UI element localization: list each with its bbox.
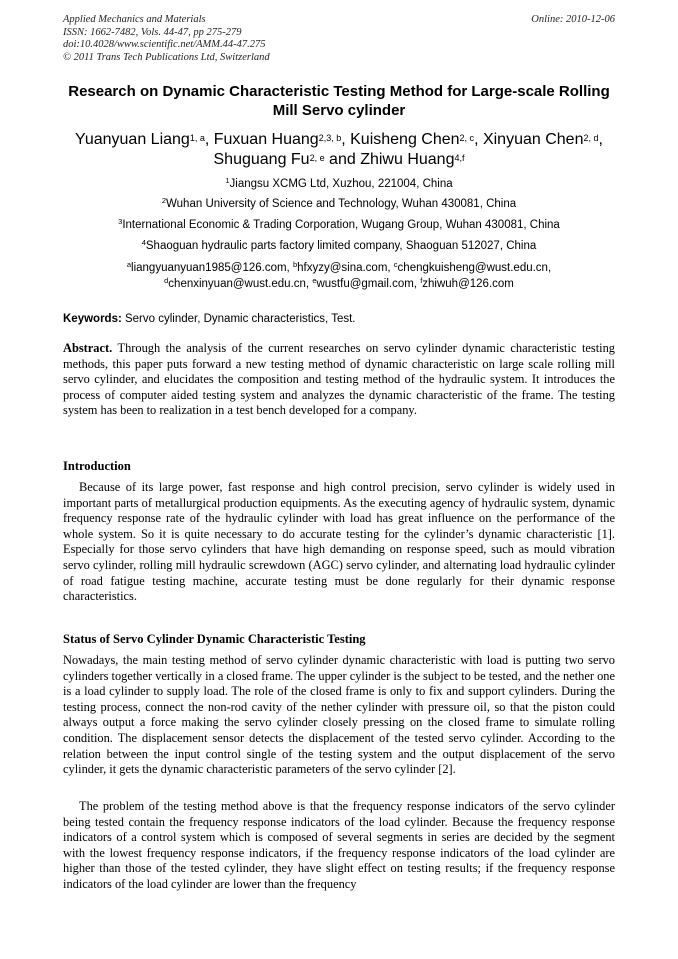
affiliation-text: Jiangsu XCMG Ltd, Xuzhou, 221004, China (229, 178, 453, 190)
issn-line: ISSN: 1662-7482, Vols. 44-47, pp 275-279 (63, 26, 242, 38)
abstract (63, 341, 615, 419)
keywords (63, 312, 615, 326)
email-mark: b (292, 260, 298, 269)
email-line-1 (40, 261, 638, 275)
affiliation-1 (40, 177, 638, 191)
email-mark: e (312, 276, 317, 285)
email-address: zhiwuh@126.com (422, 278, 514, 290)
email-address: liangyuanyuan1985@126.com, (131, 262, 293, 274)
author-affiliation-mark: 4,f (454, 153, 465, 163)
affiliation-3 (40, 218, 638, 232)
affiliation-mark: 3 (118, 217, 123, 226)
affiliation-mark: 1 (225, 176, 230, 185)
email-mark: f (420, 276, 423, 285)
affiliation-mark: 2 (161, 196, 167, 205)
email-address: hfxyzy@sina.com, (297, 262, 394, 274)
author-name: Kuisheng Chen (350, 131, 460, 148)
online-date: Online: 2010-12-06 (531, 14, 615, 25)
abstract-label: Abstract. (63, 341, 113, 355)
introduction-paragraph: Because of its large power, fast response and high control precision, servo cylinder is widely used in important parts of metallurgical production equipments. As the executing agency of hydraulic system, dynamic frequency response rate of the hydraulic cylinder with load has great influence on the performance of the whole system. So it is quite necessary to do accurate testing for the cylinder’s dynamic characteristic [1]. Especially for those servo cylinders that have high demanding on response speed, such as mould vibration servo cylinder, rolling mill hydraulic screwdown (AGC) servo cylinder, and alternating load hydraulic cylinder of road fatigue testing machine, accurate testing must be done regularly for their dynamic response characteristics. (63, 480, 615, 604)
copyright-line: © 2011 Trans Tech Publications Ltd, Switzerland (63, 51, 270, 63)
author-affiliation-mark: 2, c (459, 133, 475, 143)
author-separator: , (598, 131, 603, 148)
section-heading-introduction: Introduction (63, 459, 131, 473)
affiliation-text: Shaoguan hydraulic parts factory limited company, Shaoguan 512027, China (145, 240, 537, 252)
affiliation-text: Wuhan University of Science and Technology, Wuhan 430081, China (166, 198, 517, 210)
email-mark: d (164, 276, 169, 285)
status-paragraph-1: Nowadays, the main testing method of servo cylinder dynamic characteristic with load is putting two servo cylinders together vertically in a closed frame. The upper cylinder is the subject to be tested, and the nether one is a load cylinder to supply load. The role of the closed frame is only to fix and support cylinders. During the testing process, connect the non-rod cavity of the nether cylinder with pressure oil, so that the piston could always output a force making the servo cylinder closely pressing on the closed frame to simulate rolling condition. The displacement sensor detects the displacement of the tested servo cylinder. According to the relation between the input control single of the testing system and the output displacement of the servo cylinder, it gets the dynamic characteristic parameters of the servo cylinder [2]. (63, 653, 615, 777)
author-separator: and (324, 151, 361, 168)
author-list (40, 130, 638, 170)
header-meta (63, 14, 270, 64)
email-address: wustfu@gmail.com, (316, 278, 421, 290)
affiliation-mark: 4 (141, 238, 146, 247)
author-name: Fuxuan Huang (213, 131, 319, 148)
affiliation-text: International Economic & Trading Corporation, Wugang Group, Wuhan 430081, China (122, 219, 560, 231)
author-separator: , (204, 131, 214, 148)
email-mark: a (126, 260, 132, 269)
journal-name: Applied Mechanics and Materials (63, 14, 206, 25)
keywords-text: Servo cylinder, Dynamic characteristics, Test. (121, 313, 356, 325)
author-affiliation-mark: 2, d (583, 133, 599, 143)
affiliation-4 (40, 239, 638, 253)
author-separator: , (474, 131, 483, 148)
email-mark: c (393, 260, 398, 269)
author-affiliation-mark: 2, e (309, 153, 325, 163)
paper-title: Research on Dynamic Characteristic Testing Method for Large-scale Rolling Mill Servo cylinder (68, 83, 610, 119)
author-separator: , (341, 131, 351, 148)
email-line-2 (40, 277, 638, 291)
author-name: Yuanyuan Liang (75, 131, 190, 148)
email-address: chengkuisheng@wust.edu.cn, (397, 262, 552, 274)
author-affiliation-mark: 1, a (189, 133, 205, 143)
doi-line: doi:10.4028/www.scientific.net/AMM.44-47.275 (63, 39, 266, 50)
author-name: Xinyuan Chen (482, 131, 584, 148)
status-paragraph-2: The problem of the testing method above is that the frequency response indicators of the servo cylinder being tested contain the frequency response indicators of the load cylinder. Because the frequency response indicators of a control system which is composed of several segments in series are decided by the segment with the lowest frequency response indicators, if the frequency response indicators of the load cylinder are higher than those of the tested cylinder, they have slight effect on testing results; if the frequency response indicators of the load cylinder are lower than the frequency (63, 799, 615, 891)
author-name: Zhiwu Huang (360, 151, 455, 168)
author-affiliation-mark: 2,3, b (318, 133, 342, 143)
email-address: chenxinyuan@wust.edu.cn, (168, 278, 313, 290)
abstract-text: Through the analysis of the current researches on servo cylinder dynamic characteristic testing methods, this paper puts forward a new testing method of dynamic characteristic on large scale rolling mill servo cylinder, and elucidates the composition and testing method of the hydraulic system. It introduces the process of computer aided testing system and analyzes the dynamic characteristic of the frame. The testing system has been to realization in a test bench developed for a company. (63, 341, 615, 418)
author-name: Shuguang Fu (213, 151, 310, 168)
affiliation-2 (40, 197, 638, 211)
keywords-label: Keywords: (63, 313, 122, 325)
section-heading-status: Status of Servo Cylinder Dynamic Characteristic Testing (63, 632, 366, 646)
